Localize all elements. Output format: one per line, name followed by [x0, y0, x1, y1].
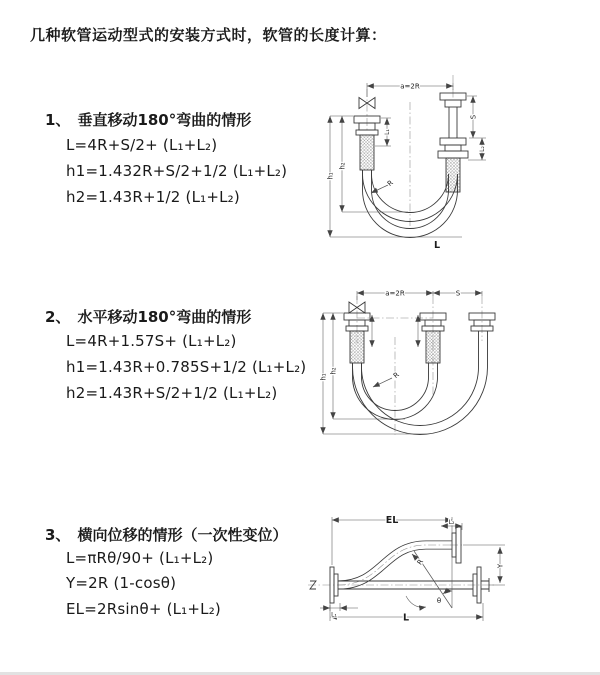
dim-label-a2r: a=2R: [385, 289, 405, 298]
pipe-and-flanges: [310, 527, 489, 603]
section-2-formula-h2: h2=1.43R+S/2+1/2 (L₁+L₂): [66, 384, 278, 402]
left-flange: [330, 567, 338, 603]
dimension-lines: [323, 291, 482, 434]
dimension-labels: [331, 515, 504, 623]
hose-assembly-drawing: [344, 302, 495, 435]
dim-label-a2r: a=2R: [400, 82, 420, 91]
braid-section: [360, 135, 374, 170]
dim-label-EL: EL: [385, 515, 399, 527]
dim-label-S: S: [469, 114, 478, 120]
braid-section: [350, 331, 364, 363]
dim-label-R: R: [415, 557, 426, 567]
section-1-formula-h2: h2=1.43R+1/2 (L₁+L₂): [66, 188, 240, 206]
right-pipe-fitting: [438, 93, 468, 192]
dimension-lines: [330, 83, 486, 237]
dim-label-L2: L₂: [479, 146, 486, 152]
middle-pipe-fitting: [420, 313, 446, 363]
dim-label-L1: L₁: [331, 611, 337, 619]
dim-label-L: L: [433, 240, 441, 251]
section-3-formula-EL: EL=2Rsinθ+ (L₁+L₂): [66, 600, 221, 618]
centerlines: [357, 296, 482, 435]
dimension-labels: [327, 83, 487, 252]
section-2-title: 水平移动180°弯曲的情形: [77, 308, 252, 326]
section-3-title: 横向位移的情形（一次性变位）: [77, 526, 288, 544]
dim-label-h2: h₂: [329, 367, 338, 375]
section-3-formula-Y: Y=2R (1-cosθ): [66, 574, 177, 592]
dim-label-L1: L₁: [384, 129, 391, 135]
hose-assembly-drawing: [354, 93, 468, 238]
section-1-title: 垂直移动180°弯曲的情形: [77, 111, 252, 129]
dim-label-S: S: [455, 289, 461, 298]
dim-label-R: R: [391, 370, 401, 381]
dim-label-L: L: [402, 612, 410, 624]
dim-label-Y: Y: [496, 563, 505, 569]
dim-label-h2: h₂: [338, 162, 347, 170]
section-1-formula-L: L=4R+S/2+ (L₁+L₂): [66, 136, 218, 154]
section-1-heading: [45, 109, 251, 130]
diagram-vertical-180-bend: [310, 70, 590, 260]
dim-label-h1: h₁: [319, 373, 328, 381]
braid-section: [426, 331, 440, 363]
section-2-formula-L: L=4R+1.57S+ (L₁+L₂): [66, 332, 237, 350]
diagram-lateral-displacement: [300, 505, 590, 645]
page-title: 几种软管运动型式的安装方式时，软管的长度计算：: [30, 26, 387, 44]
section-3-number: 3、: [45, 526, 71, 544]
s-hose-curve: [338, 545, 452, 585]
dim-label-h1: h₁: [326, 172, 335, 180]
section-3-formula-L: L=πRθ/90+ (L₁+L₂): [66, 549, 214, 567]
section-2-formula-h1: h1=1.43R+0.785S+1/2 (L₁+L₂): [66, 358, 307, 376]
section-2-number: 2、: [45, 308, 71, 326]
left-pipe-fitting: [344, 313, 370, 363]
dim-label-theta: θ: [436, 597, 442, 605]
diagram-horizontal-180-bend: [310, 285, 590, 450]
section-1-formula-h1: h1=1.432R+S/2+1/2 (L₁+L₂): [66, 162, 288, 180]
section-2-heading: [45, 306, 251, 327]
section-3-heading: [45, 524, 287, 545]
dim-label-R: R: [385, 178, 395, 189]
dim-label-L2: L₂: [448, 518, 455, 526]
section-1-number: 1、: [45, 111, 71, 129]
